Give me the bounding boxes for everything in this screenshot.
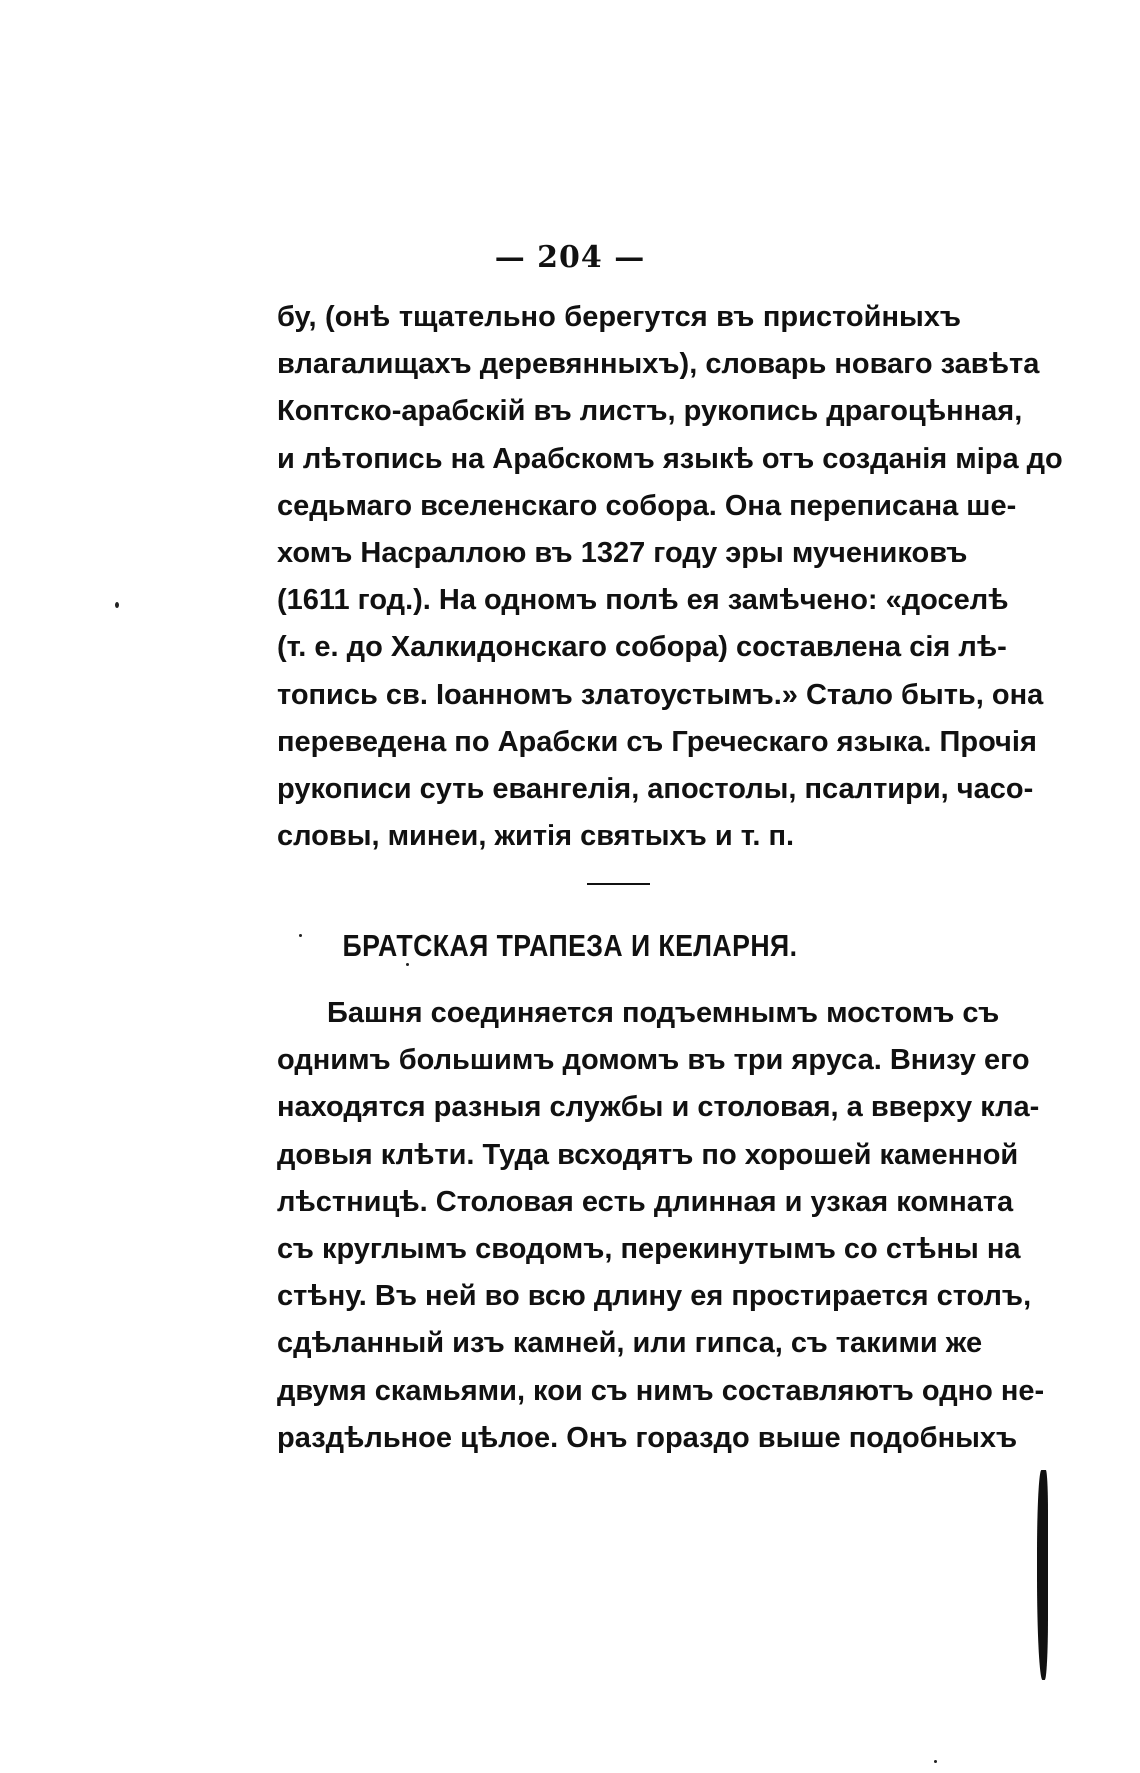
text-line: (т. е. до Халкидонскаго собора) составлена сія лѣ- (277, 631, 1007, 664)
text-line: словы, минеи, житія святыхъ и т. п. (277, 820, 795, 853)
text-line: бу, (онѣ тщательно берегутся въ пристойныхъ (277, 301, 961, 333)
print-speck (115, 602, 119, 608)
text-line: Башня соединяется подъемнымъ мостомъ съ (327, 997, 1000, 1029)
text-line: довыя клѣти. Туда всходятъ по хорошей каменной (277, 1138, 1019, 1171)
section-title: БРАТСКАЯ ТРАПЕЗА И КЕЛАРНЯ. (342, 928, 798, 963)
scan-edge-mark (1037, 1470, 1048, 1680)
text-line: лѣстницѣ. Столовая есть длинная и узкая комната (277, 1185, 1014, 1218)
text-line: (1611 год.). На одномъ полѣ ея замѣчено: «доселѣ (277, 584, 1009, 617)
text-line: Коптско-арабскій въ листъ, рукопись драгоцѣнная, (277, 395, 1023, 428)
print-speck (406, 963, 409, 966)
text-line: раздѣльное цѣлое. Онъ гораздо выше подобныхъ (277, 1421, 1018, 1454)
text-line: рукописи суть евангелія, апостолы, псалтири, часо- (277, 772, 1034, 805)
text-line: топись св. Іоанномъ златоустымъ.» Стало быть, она (277, 678, 1044, 711)
print-speck (299, 934, 302, 937)
paragraph-1 (277, 294, 1063, 860)
text-line: стѣну. Въ ней во всю длину ея простирается столъ, (277, 1280, 1032, 1313)
text-line: хомъ Насраллою въ 1327 году эры мучениковъ (277, 536, 968, 569)
text-line: переведена по Арабски съ Греческаго языка. Прочія (277, 725, 1037, 758)
text-line: двумя скамьями, кои съ нимъ составляютъ одно не- (277, 1374, 1045, 1407)
text-line: седьмаго вселенскаго собора. Она переписана ше- (277, 489, 1017, 522)
page-number: — 204 — (494, 240, 646, 275)
text-line: влагалищахъ деревянныхъ), словарь новаго завѣта (277, 348, 1040, 381)
section-divider (587, 883, 650, 885)
print-speck (934, 1760, 937, 1763)
text-line: сдѣланный изъ камней, или гипса, съ такими же (277, 1327, 983, 1360)
text-line: находятся разныя службы и столовая, а вверху кла- (277, 1091, 1040, 1124)
paragraph-2 (277, 990, 1045, 1462)
text-line: и лѣтопись на Арабскомъ языкѣ отъ созданія міра до (277, 442, 1063, 475)
text-line: однимъ большимъ домомъ въ три яруса. Внизу его (277, 1044, 1030, 1077)
text-line: съ круглымъ сводомъ, перекинутымъ со стѣны на (277, 1232, 1021, 1265)
